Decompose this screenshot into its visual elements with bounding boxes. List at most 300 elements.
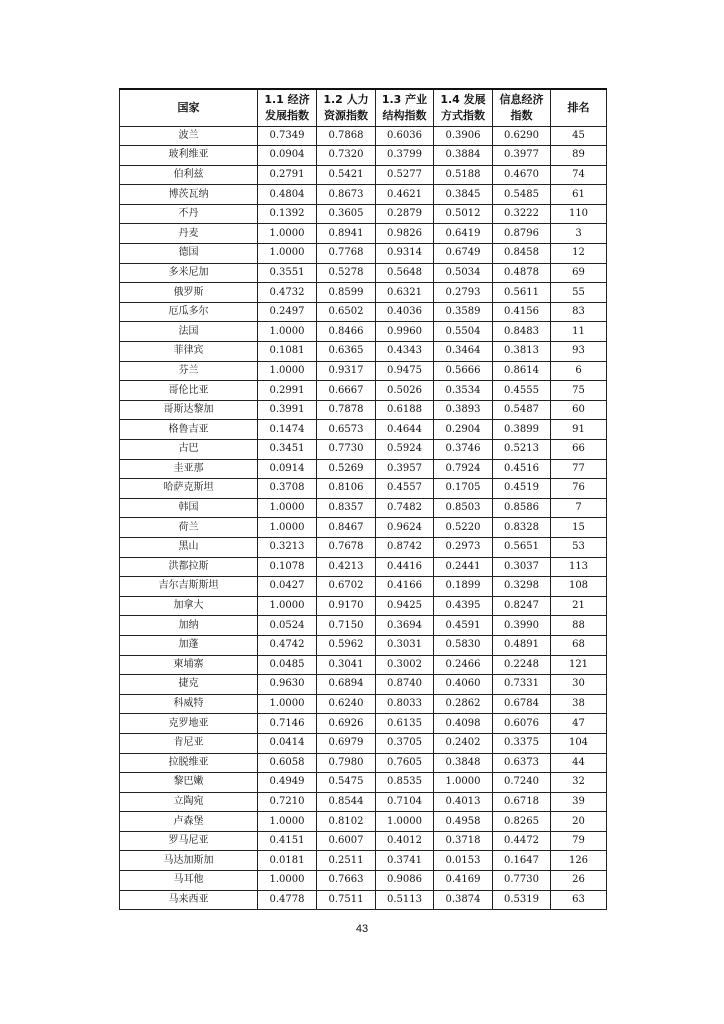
cell-info-economy-index: 0.6290	[493, 126, 551, 146]
header-line: 1.3 产业	[381, 92, 428, 106]
cell-rank: 108	[551, 577, 607, 597]
cell-economic-development: 0.4151	[258, 831, 317, 851]
cell-industrial-structure: 0.9826	[376, 224, 434, 244]
header-development-mode	[434, 89, 493, 126]
cell-rank: 45	[551, 126, 607, 146]
cell-industrial-structure: 0.9960	[376, 322, 434, 342]
cell-human-resources: 0.7663	[317, 871, 376, 891]
cell-development-mode: 0.4395	[434, 596, 493, 616]
table-row	[120, 518, 607, 538]
table-row	[120, 185, 607, 205]
cell-country: 加蓬	[120, 635, 258, 655]
cell-rank: 39	[551, 792, 607, 812]
cell-rank: 21	[551, 596, 607, 616]
cell-rank: 75	[551, 381, 607, 401]
header-country	[120, 89, 258, 126]
cell-economic-development: 1.0000	[258, 224, 317, 244]
header-line: 指数	[510, 108, 533, 122]
cell-country: 马耳他	[120, 871, 258, 891]
table-row	[120, 263, 607, 283]
cell-rank: 3	[551, 224, 607, 244]
table-header	[120, 89, 607, 126]
cell-rank: 61	[551, 185, 607, 205]
cell-country: 不丹	[120, 204, 258, 224]
cell-human-resources: 0.8466	[317, 322, 376, 342]
cell-info-economy-index: 0.6718	[493, 792, 551, 812]
cell-human-resources: 0.5269	[317, 459, 376, 479]
cell-industrial-structure: 0.4036	[376, 302, 434, 322]
header-line: 信息经济	[499, 92, 544, 106]
cell-country: 圭亚那	[120, 459, 258, 479]
cell-economic-development: 0.2791	[258, 165, 317, 185]
header-line: 发展指数	[265, 108, 309, 122]
cell-industrial-structure: 0.6036	[376, 126, 434, 146]
cell-industrial-structure: 0.3002	[376, 655, 434, 675]
information-economy-index-table	[119, 88, 607, 910]
header-row	[120, 89, 607, 126]
cell-development-mode: 0.5012	[434, 204, 493, 224]
cell-rank: 60	[551, 400, 607, 420]
cell-economic-development: 0.3213	[258, 537, 317, 557]
cell-info-economy-index: 0.4891	[493, 635, 551, 655]
cell-rank: 15	[551, 518, 607, 538]
cell-info-economy-index: 0.8265	[493, 812, 551, 832]
cell-human-resources: 0.6926	[317, 714, 376, 734]
cell-human-resources: 0.9170	[317, 596, 376, 616]
cell-info-economy-index: 0.3375	[493, 733, 551, 753]
cell-human-resources: 0.6894	[317, 675, 376, 695]
cell-development-mode: 0.4591	[434, 616, 493, 636]
cell-human-resources: 0.7868	[317, 126, 376, 146]
cell-industrial-structure: 0.6188	[376, 400, 434, 420]
table-row	[120, 694, 607, 714]
cell-country: 韩国	[120, 498, 258, 518]
cell-economic-development: 0.7349	[258, 126, 317, 146]
cell-industrial-structure: 0.5277	[376, 165, 434, 185]
cell-country: 洪都拉斯	[120, 557, 258, 577]
cell-industrial-structure: 0.6135	[376, 714, 434, 734]
cell-economic-development: 1.0000	[258, 244, 317, 264]
cell-economic-development: 1.0000	[258, 871, 317, 891]
cell-industrial-structure: 0.9086	[376, 871, 434, 891]
cell-country: 卢森堡	[120, 812, 258, 832]
cell-economic-development: 1.0000	[258, 361, 317, 381]
cell-economic-development: 0.1474	[258, 420, 317, 440]
cell-industrial-structure: 0.4644	[376, 420, 434, 440]
cell-industrial-structure: 0.8033	[376, 694, 434, 714]
cell-development-mode: 0.4098	[434, 714, 493, 734]
table-row	[120, 302, 607, 322]
cell-info-economy-index: 0.4156	[493, 302, 551, 322]
cell-rank: 104	[551, 733, 607, 753]
table-row	[120, 596, 607, 616]
table-row	[120, 322, 607, 342]
cell-human-resources: 0.6007	[317, 831, 376, 851]
cell-development-mode: 0.3874	[434, 890, 493, 910]
cell-economic-development: 0.6058	[258, 753, 317, 773]
cell-country: 伯利兹	[120, 165, 258, 185]
cell-industrial-structure: 0.3705	[376, 733, 434, 753]
header-line: 结构指数	[382, 108, 427, 122]
header-line: 方式指数	[441, 108, 485, 122]
cell-country: 哥斯达黎加	[120, 400, 258, 420]
cell-human-resources: 0.5475	[317, 773, 376, 793]
cell-human-resources: 0.7511	[317, 890, 376, 910]
table-row	[120, 714, 607, 734]
table-row	[120, 537, 607, 557]
table-row	[120, 361, 607, 381]
cell-info-economy-index: 0.4670	[493, 165, 551, 185]
cell-info-economy-index: 0.2248	[493, 655, 551, 675]
cell-development-mode: 0.7924	[434, 459, 493, 479]
cell-rank: 69	[551, 263, 607, 283]
cell-country: 黑山	[120, 537, 258, 557]
cell-info-economy-index: 0.3899	[493, 420, 551, 440]
cell-industrial-structure: 1.0000	[376, 812, 434, 832]
cell-human-resources: 0.6365	[317, 342, 376, 362]
cell-rank: 79	[551, 831, 607, 851]
cell-country: 丹麦	[120, 224, 258, 244]
cell-economic-development: 0.4949	[258, 773, 317, 793]
cell-industrial-structure: 0.9425	[376, 596, 434, 616]
cell-human-resources: 0.8941	[317, 224, 376, 244]
index-table-container	[119, 88, 606, 910]
table-row	[120, 224, 607, 244]
cell-industrial-structure: 0.7104	[376, 792, 434, 812]
cell-economic-development: 0.3708	[258, 479, 317, 499]
table-row	[120, 479, 607, 499]
cell-industrial-structure: 0.3799	[376, 146, 434, 166]
cell-rank: 110	[551, 204, 607, 224]
cell-info-economy-index: 0.3990	[493, 616, 551, 636]
cell-industrial-structure: 0.8740	[376, 675, 434, 695]
cell-country: 加纳	[120, 616, 258, 636]
cell-info-economy-index: 0.6784	[493, 694, 551, 714]
cell-industrial-structure: 0.5924	[376, 440, 434, 460]
table-row	[120, 851, 607, 871]
cell-human-resources: 0.5962	[317, 635, 376, 655]
cell-country: 厄瓜多尔	[120, 302, 258, 322]
cell-human-resources: 0.8673	[317, 185, 376, 205]
cell-rank: 44	[551, 753, 607, 773]
cell-economic-development: 0.3991	[258, 400, 317, 420]
cell-industrial-structure: 0.9624	[376, 518, 434, 538]
cell-development-mode: 0.3884	[434, 146, 493, 166]
cell-info-economy-index: 0.3222	[493, 204, 551, 224]
header-human-resources	[317, 89, 376, 126]
cell-industrial-structure: 0.4621	[376, 185, 434, 205]
cell-rank: 30	[551, 675, 607, 695]
cell-economic-development: 0.7146	[258, 714, 317, 734]
cell-info-economy-index: 0.5319	[493, 890, 551, 910]
cell-rank: 26	[551, 871, 607, 891]
cell-human-resources: 0.5421	[317, 165, 376, 185]
cell-info-economy-index: 0.8458	[493, 244, 551, 264]
cell-development-mode: 0.2402	[434, 733, 493, 753]
table-row	[120, 244, 607, 264]
cell-industrial-structure: 0.3957	[376, 459, 434, 479]
cell-rank: 74	[551, 165, 607, 185]
cell-rank: 76	[551, 479, 607, 499]
cell-development-mode: 0.4060	[434, 675, 493, 695]
cell-info-economy-index: 0.4516	[493, 459, 551, 479]
header-line: 1.1 经济	[264, 92, 310, 106]
cell-country: 菲律宾	[120, 342, 258, 362]
cell-country: 俄罗斯	[120, 283, 258, 303]
cell-economic-development: 0.7210	[258, 792, 317, 812]
cell-rank: 93	[551, 342, 607, 362]
table-row	[120, 655, 607, 675]
cell-info-economy-index: 0.5651	[493, 537, 551, 557]
cell-country: 加拿大	[120, 596, 258, 616]
table-row	[120, 498, 607, 518]
cell-country: 古巴	[120, 440, 258, 460]
cell-industrial-structure: 0.5648	[376, 263, 434, 283]
cell-info-economy-index: 0.7240	[493, 773, 551, 793]
cell-economic-development: 0.1078	[258, 557, 317, 577]
cell-human-resources: 0.7730	[317, 440, 376, 460]
header-info-economy-index	[493, 89, 551, 126]
table-row	[120, 400, 607, 420]
cell-development-mode: 0.2441	[434, 557, 493, 577]
cell-country: 芬兰	[120, 361, 258, 381]
cell-economic-development: 0.4732	[258, 283, 317, 303]
cell-human-resources: 0.3605	[317, 204, 376, 224]
cell-development-mode: 0.2904	[434, 420, 493, 440]
table-row	[120, 733, 607, 753]
cell-development-mode: 0.5666	[434, 361, 493, 381]
table-row	[120, 577, 607, 597]
cell-country: 哈萨克斯坦	[120, 479, 258, 499]
cell-development-mode: 0.4013	[434, 792, 493, 812]
table-row	[120, 204, 607, 224]
cell-human-resources: 0.8467	[317, 518, 376, 538]
cell-development-mode: 0.5220	[434, 518, 493, 538]
cell-economic-development: 0.0181	[258, 851, 317, 871]
cell-info-economy-index: 0.6373	[493, 753, 551, 773]
cell-rank: 53	[551, 537, 607, 557]
cell-rank: 91	[551, 420, 607, 440]
cell-development-mode: 1.0000	[434, 773, 493, 793]
cell-rank: 89	[551, 146, 607, 166]
cell-country: 柬埔寨	[120, 655, 258, 675]
cell-industrial-structure: 0.4012	[376, 831, 434, 851]
cell-country: 马达加斯加	[120, 851, 258, 871]
cell-rank: 6	[551, 361, 607, 381]
cell-economic-development: 0.4742	[258, 635, 317, 655]
table-row	[120, 753, 607, 773]
cell-country: 多米尼加	[120, 263, 258, 283]
cell-economic-development: 0.0904	[258, 146, 317, 166]
cell-human-resources: 0.6573	[317, 420, 376, 440]
cell-info-economy-index: 0.3813	[493, 342, 551, 362]
cell-info-economy-index: 0.6076	[493, 714, 551, 734]
cell-development-mode: 0.4169	[434, 871, 493, 891]
cell-human-resources: 0.3041	[317, 655, 376, 675]
cell-development-mode: 0.3534	[434, 381, 493, 401]
cell-rank: 126	[551, 851, 607, 871]
cell-economic-development: 1.0000	[258, 498, 317, 518]
cell-development-mode: 0.3589	[434, 302, 493, 322]
cell-industrial-structure: 0.7482	[376, 498, 434, 518]
header-rank	[551, 89, 607, 126]
cell-economic-development: 0.0485	[258, 655, 317, 675]
cell-human-resources: 0.8102	[317, 812, 376, 832]
cell-industrial-structure: 0.5026	[376, 381, 434, 401]
cell-economic-development: 0.3451	[258, 440, 317, 460]
cell-economic-development: 0.0914	[258, 459, 317, 479]
cell-economic-development: 0.3551	[258, 263, 317, 283]
cell-country: 捷克	[120, 675, 258, 695]
cell-industrial-structure: 0.9314	[376, 244, 434, 264]
cell-human-resources: 0.8599	[317, 283, 376, 303]
cell-rank: 7	[551, 498, 607, 518]
cell-industrial-structure: 0.8535	[376, 773, 434, 793]
table-row	[120, 675, 607, 695]
cell-human-resources: 0.6667	[317, 381, 376, 401]
cell-country: 立陶宛	[120, 792, 258, 812]
cell-human-resources: 0.8106	[317, 479, 376, 499]
cell-info-economy-index: 0.5487	[493, 400, 551, 420]
cell-development-mode: 0.5188	[434, 165, 493, 185]
cell-development-mode: 0.5830	[434, 635, 493, 655]
cell-economic-development: 1.0000	[258, 518, 317, 538]
cell-rank: 83	[551, 302, 607, 322]
cell-country: 科威特	[120, 694, 258, 714]
cell-country: 黎巴嫩	[120, 773, 258, 793]
cell-info-economy-index: 0.3977	[493, 146, 551, 166]
cell-info-economy-index: 0.5213	[493, 440, 551, 460]
cell-rank: 113	[551, 557, 607, 577]
cell-economic-development: 0.1392	[258, 204, 317, 224]
cell-economic-development: 1.0000	[258, 322, 317, 342]
cell-info-economy-index: 0.7331	[493, 675, 551, 695]
header-line: 1.4 发展	[440, 92, 486, 106]
cell-rank: 55	[551, 283, 607, 303]
cell-info-economy-index: 0.8614	[493, 361, 551, 381]
cell-economic-development: 0.9630	[258, 675, 317, 695]
cell-rank: 11	[551, 322, 607, 342]
cell-human-resources: 0.2511	[317, 851, 376, 871]
table-row	[120, 812, 607, 832]
cell-development-mode: 0.2973	[434, 537, 493, 557]
cell-development-mode: 0.3464	[434, 342, 493, 362]
cell-human-resources: 0.4213	[317, 557, 376, 577]
header-industrial-structure	[376, 89, 434, 126]
cell-industrial-structure: 0.9475	[376, 361, 434, 381]
cell-human-resources: 0.8544	[317, 792, 376, 812]
cell-info-economy-index: 0.8328	[493, 518, 551, 538]
table-row	[120, 283, 607, 303]
cell-human-resources: 0.9317	[317, 361, 376, 381]
cell-development-mode: 0.5034	[434, 263, 493, 283]
cell-development-mode: 0.3746	[434, 440, 493, 460]
cell-economic-development: 0.0427	[258, 577, 317, 597]
cell-rank: 38	[551, 694, 607, 714]
cell-country: 克罗地亚	[120, 714, 258, 734]
table-row	[120, 440, 607, 460]
table-row	[120, 126, 607, 146]
cell-rank: 88	[551, 616, 607, 636]
cell-rank: 121	[551, 655, 607, 675]
cell-industrial-structure: 0.3694	[376, 616, 434, 636]
cell-country: 拉脱维亚	[120, 753, 258, 773]
cell-info-economy-index: 0.4555	[493, 381, 551, 401]
cell-info-economy-index: 0.1647	[493, 851, 551, 871]
table-row	[120, 871, 607, 891]
cell-country: 肯尼亚	[120, 733, 258, 753]
header-economic-development	[258, 89, 317, 126]
cell-human-resources: 0.6702	[317, 577, 376, 597]
header-line: 资源指数	[324, 108, 368, 122]
cell-human-resources: 0.7678	[317, 537, 376, 557]
cell-industrial-structure: 0.4343	[376, 342, 434, 362]
cell-human-resources: 0.7768	[317, 244, 376, 264]
cell-economic-development: 0.4778	[258, 890, 317, 910]
cell-industrial-structure: 0.2879	[376, 204, 434, 224]
cell-development-mode: 0.3845	[434, 185, 493, 205]
cell-development-mode: 0.5504	[434, 322, 493, 342]
cell-industrial-structure: 0.6321	[376, 283, 434, 303]
cell-rank: 47	[551, 714, 607, 734]
table-row	[120, 890, 607, 910]
cell-development-mode: 0.3906	[434, 126, 493, 146]
cell-info-economy-index: 0.8586	[493, 498, 551, 518]
cell-industrial-structure: 0.4557	[376, 479, 434, 499]
cell-rank: 77	[551, 459, 607, 479]
cell-country: 博茨瓦纳	[120, 185, 258, 205]
cell-country: 荷兰	[120, 518, 258, 538]
cell-country: 马来西亚	[120, 890, 258, 910]
cell-country: 吉尔吉斯斯坦	[120, 577, 258, 597]
cell-development-mode: 0.8503	[434, 498, 493, 518]
cell-development-mode: 0.2862	[434, 694, 493, 714]
cell-industrial-structure: 0.4416	[376, 557, 434, 577]
cell-human-resources: 0.6979	[317, 733, 376, 753]
cell-economic-development: 0.1081	[258, 342, 317, 362]
page-number: 43	[355, 923, 369, 935]
cell-country: 格鲁吉亚	[120, 420, 258, 440]
cell-economic-development: 1.0000	[258, 812, 317, 832]
table-row	[120, 792, 607, 812]
table-row	[120, 342, 607, 362]
cell-info-economy-index: 0.8796	[493, 224, 551, 244]
table-row	[120, 557, 607, 577]
table-row	[120, 773, 607, 793]
cell-rank: 12	[551, 244, 607, 264]
cell-economic-development: 0.0414	[258, 733, 317, 753]
cell-info-economy-index: 0.8483	[493, 322, 551, 342]
cell-human-resources: 0.6240	[317, 694, 376, 714]
cell-info-economy-index: 0.5485	[493, 185, 551, 205]
cell-development-mode: 0.2466	[434, 655, 493, 675]
cell-human-resources: 0.7150	[317, 616, 376, 636]
header-line: 排名	[567, 100, 590, 114]
cell-info-economy-index: 0.4472	[493, 831, 551, 851]
cell-development-mode: 0.4958	[434, 812, 493, 832]
cell-info-economy-index: 0.3298	[493, 577, 551, 597]
table-row	[120, 616, 607, 636]
table-body	[120, 126, 607, 910]
cell-rank: 68	[551, 635, 607, 655]
cell-info-economy-index: 0.5611	[493, 283, 551, 303]
cell-rank: 63	[551, 890, 607, 910]
cell-info-economy-index: 0.3037	[493, 557, 551, 577]
cell-development-mode: 0.3848	[434, 753, 493, 773]
header-line: 1.2 人力	[323, 92, 369, 106]
cell-industrial-structure: 0.3741	[376, 851, 434, 871]
cell-country: 玻利维亚	[120, 146, 258, 166]
